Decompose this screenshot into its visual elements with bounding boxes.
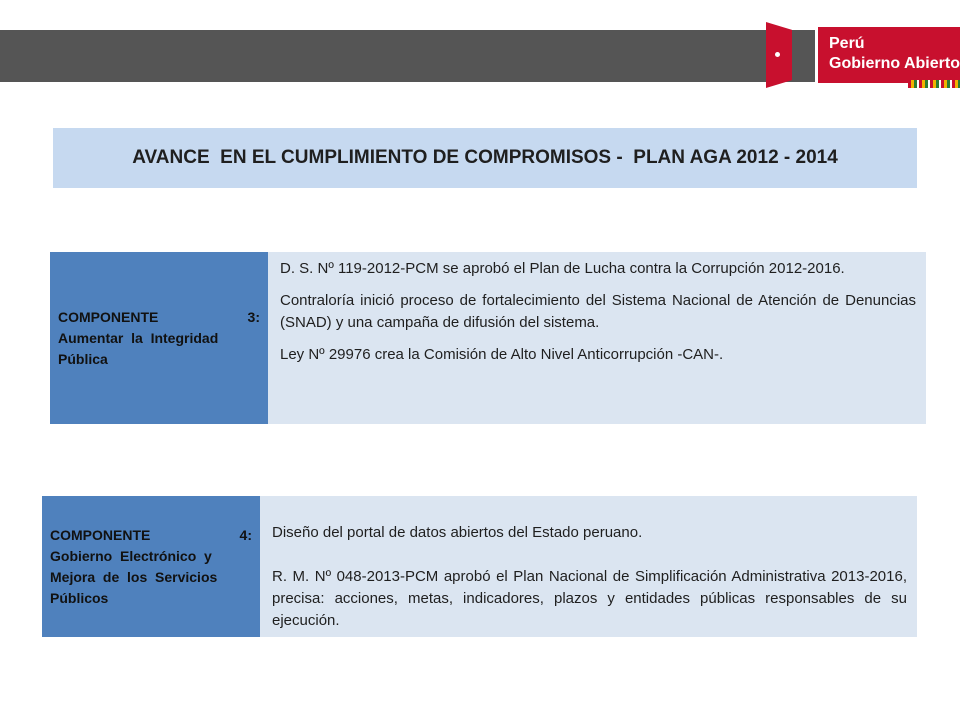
component-4-line-3: Mejora de los Servicios (50, 568, 218, 585)
component-4-number: 4: (239, 526, 252, 543)
component-3-heading (58, 307, 260, 328)
component-3-word: COMPONENTE (58, 308, 159, 325)
component-4-line-4: Públicos (50, 589, 109, 606)
component-4-description (260, 496, 917, 637)
component-4-item: Diseño del portal de datos abiertos del Estado peruano. (272, 524, 643, 541)
component-4-label (42, 496, 260, 637)
component-3-label (50, 252, 268, 424)
logo-line-1: Perú (829, 35, 865, 52)
component-4-heading (50, 525, 252, 546)
component-3-row (50, 252, 926, 424)
component-3-item: Contraloría inició proceso de fortalecimiento del Sistema Nacional de Atención de Denuncias (SNAD) y una campaña de difusión del sistema. (280, 292, 916, 331)
slide-title (53, 128, 917, 188)
component-4-line-2: Gobierno Electrónico y (50, 547, 212, 564)
component-3-line-2-text: Aumentar la Integridad (58, 329, 219, 346)
logo-text (829, 34, 960, 74)
logo-line-2: Gobierno Abierto (829, 55, 960, 72)
component-4-word: COMPONENTE (50, 526, 151, 543)
logo-box (815, 24, 960, 86)
component-3-description (268, 252, 926, 424)
component-4-row (42, 496, 917, 637)
component-3-line-3: Pública (58, 350, 108, 367)
component-3-number: 3: (247, 308, 260, 325)
component-3-item: Ley Nº 29976 crea la Comisión de Alto Nivel Anticorrupción -CAN-. (280, 346, 724, 363)
peru-gobierno-abierto-logo (760, 20, 960, 90)
peru-flag-icon (766, 22, 792, 88)
logo-stripes (908, 80, 960, 88)
component-3-item: D. S. Nº 119-2012-PCM se aprobó el Plan de Lucha contra la Corrupción 2012-2016. (280, 260, 845, 277)
component-4-item: R. M. Nº 048-2013-PCM aprobó el Plan Nacional de Simplificación Administrativa 2013-2016, precisa: acciones, metas, indicadores, plazos y entidades públicas responsables de su ejecución. (272, 568, 907, 629)
slide-title-text: AVANCE EN EL CUMPLIMIENTO DE COMPROMISOS - PLAN AGA 2012 - 2014 (132, 147, 838, 168)
component-3-line-2 (58, 328, 260, 349)
